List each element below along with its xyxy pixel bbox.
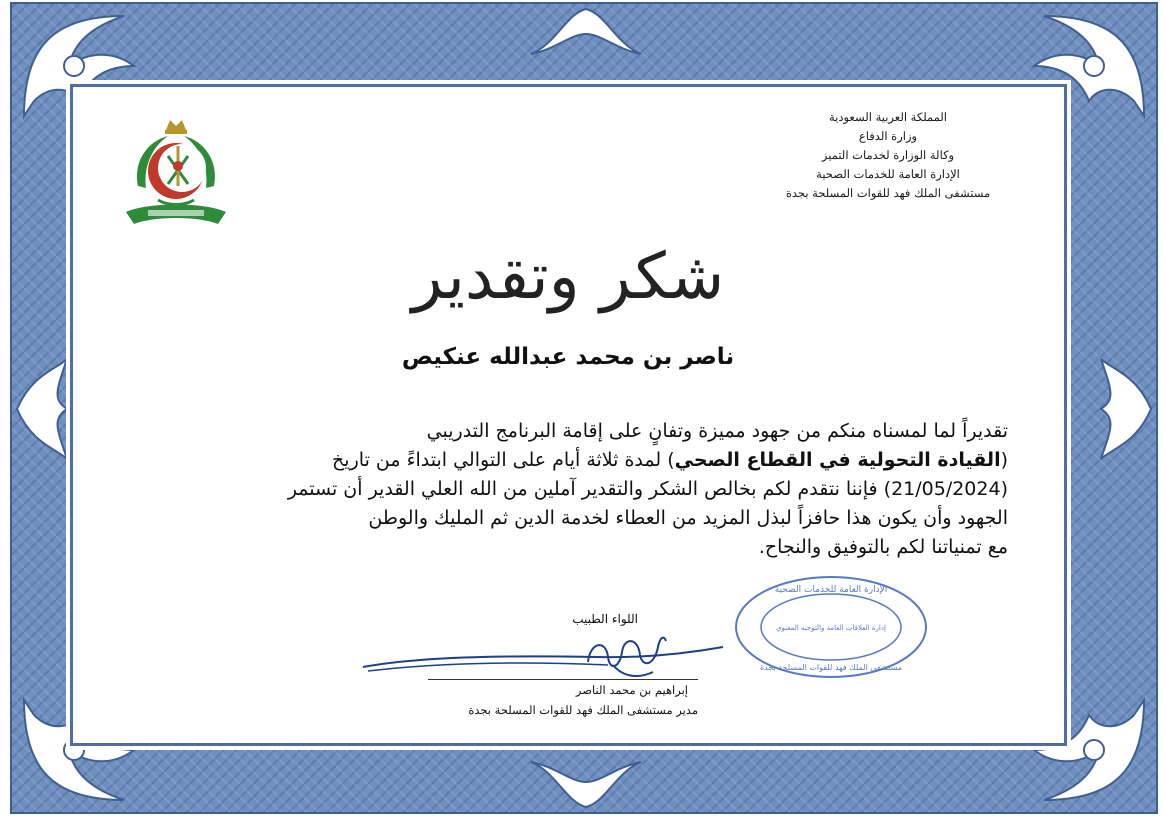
signature-block xyxy=(358,607,738,727)
certificate-body xyxy=(208,417,1008,562)
handwritten-signature-icon xyxy=(358,627,728,687)
bottom-ornament xyxy=(526,754,646,812)
organization-header xyxy=(728,108,1048,203)
top-ornament xyxy=(526,4,646,62)
program-name: القيادة التحولية في القطاع الصحي xyxy=(674,449,1001,471)
armed-forces-medical-services-emblem-icon xyxy=(118,116,234,234)
body-line-5: مع تمنياتنا لكم بالتوفيق والنجاح. xyxy=(758,536,1008,558)
signatory-name: إبراهيم بن محمد الناصر xyxy=(575,683,688,697)
header-line-ministry: وزارة الدفاع xyxy=(858,129,918,143)
stamp-outer-text: الإدارة العامة للخدمات الصحية xyxy=(774,585,888,595)
body-line-1: تقديراً لما لمسناه منكم من جهود مميزة وتفانٍ على إقامة البرنامج التدريبي xyxy=(426,420,1008,442)
recipient-name: ناصر بن محمد عبدالله عنكيص xyxy=(401,344,735,370)
signature-line xyxy=(428,679,698,680)
certificate-title: شكر وتقدير xyxy=(411,240,725,314)
header-line-kingdom: المملكة العربية السعودية xyxy=(829,110,947,124)
header-line-directorate: الإدارة العامة للخدمات الصحية xyxy=(816,167,960,181)
header-line-hospital: مستشفى الملك فهد للقوات المسلحة بجدة xyxy=(785,186,991,200)
certificate-content xyxy=(88,102,1048,727)
stamp-bottom-text: مستشفى الملك فهد للقوات المسلحة بجدة xyxy=(759,663,903,672)
header-line-agency: وكالة الوزارة لخدمات التميز xyxy=(821,148,955,162)
body-line-3: (21/05/2024) فإننا نتقدم لكم بخالص الشكر والتقدير آملين من الله العلي القدير أن تستمر xyxy=(287,478,1008,500)
signatory-rank: اللواء الطبيب xyxy=(572,612,638,626)
body-line-2-rest: ) لمدة ثلاثة أيام على التوالي ابتداءً من تاريخ xyxy=(332,449,675,471)
side-ornament-right xyxy=(1096,354,1156,464)
body-paren-open: ( xyxy=(1000,449,1008,471)
body-line-4: الجهود وأن يكون هذا حافزاً لبذل المزيد من العطاء لخدمة الدين ثم المليك والوطن xyxy=(368,507,1008,529)
side-ornament-left xyxy=(12,354,72,464)
body-line-2 xyxy=(208,446,1008,475)
official-stamp-icon xyxy=(731,572,931,682)
stamp-middle-text: إدارة العلاقات العامة والتوجيه المعنوي xyxy=(776,624,886,632)
signatory-title: مدير مستشفى الملك فهد للقوات المسلحة بجدة xyxy=(468,703,698,717)
